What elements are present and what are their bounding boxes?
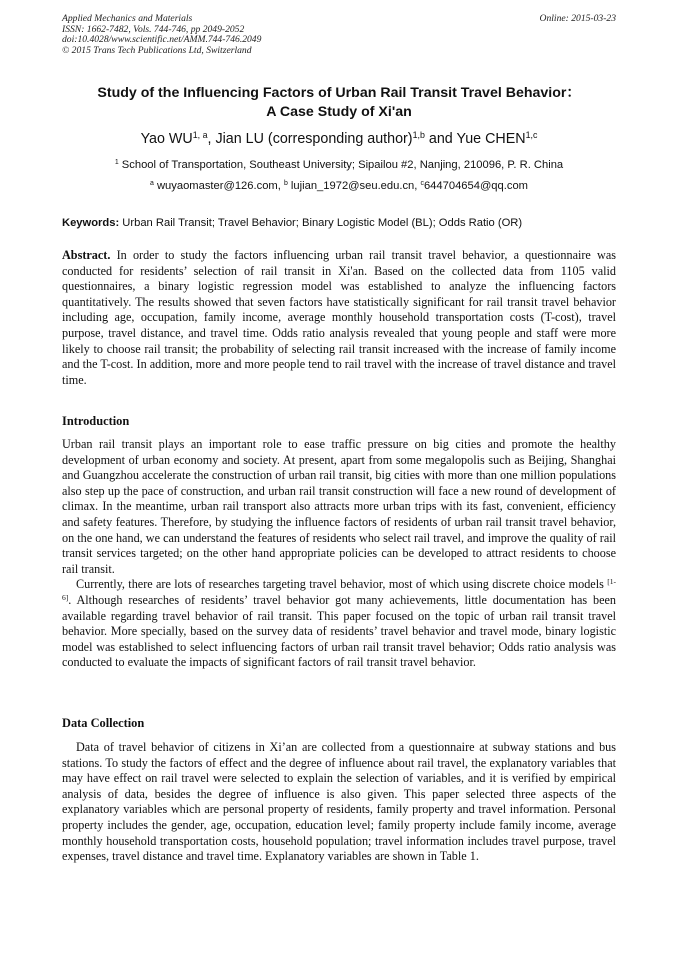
author-affiliation-mark: 1,c xyxy=(525,130,538,141)
author-list xyxy=(62,130,616,148)
author-emails xyxy=(62,179,616,193)
author-separator: , xyxy=(207,131,216,147)
keywords-text: Urban Rail Transit; Travel Behavior; Binary Logistic Model (BL); Odds Ratio (OR) xyxy=(119,217,523,229)
email-link: lujian_1972@seu.edu.cn, xyxy=(287,180,421,192)
journal-name: Applied Mechanics and Materials xyxy=(62,13,193,24)
doi-line: doi:10.4028/www.scientific.net/AMM.744-746.2049 xyxy=(62,34,262,46)
paragraph-text: Currently, there are lots of researches targeting travel behavior, most of which using discrete choice models xyxy=(76,577,608,592)
section-heading-introduction: Introduction xyxy=(62,414,130,428)
citation-ref: [1-6] xyxy=(62,577,616,602)
email-link: 644704654@qq.com xyxy=(423,180,528,192)
email-mark: b xyxy=(283,180,288,188)
author-name: Yue CHEN xyxy=(456,131,526,147)
title-line-1: Study of the Influencing Factors of Urban Rail Transit Travel Behavior： xyxy=(97,85,581,101)
issn-line: ISSN: 1662-7482, Vols. 744-746, pp 2049-2052 xyxy=(62,23,245,35)
copyright-line: © 2015 Trans Tech Publications Ltd, Switzerland xyxy=(62,44,252,56)
email-mark: a xyxy=(149,180,154,188)
author-name: Yao WU xyxy=(140,131,193,147)
data-collection-paragraph: Data of travel behavior of citizens in Xi’an are collected from a questionnaire at subway stations and bus stations. To study the factors of effect and the degree of influence about rail travel, the explanatory variables that may have effect on rail travel were selected to explain the selection of variables, and it is verified by empirical analysis of data, besides the degree of influence is also given. This paper selected three aspects of the explanatory variables which are personal property of residents, family property and travel information. Personal property includes the gender, age, occupation, education level; family property include family income, average monthly household transportation costs, household population; travel information includes travel purpose, travel expenses, travel distance and travel time. Explanatory variables are shown in Table 1. xyxy=(62,740,616,864)
paper-title xyxy=(62,84,616,122)
affiliation-mark: 1 xyxy=(114,159,119,167)
introduction-paragraph-2 xyxy=(62,577,616,671)
affiliation-text: School of Transportation, Southeast University; Sipailou #2, Nanjing, 210096, P. R. China xyxy=(118,159,564,171)
email-link: wuyaomaster@126.com, xyxy=(153,180,284,192)
section-heading-data-collection: Data Collection xyxy=(62,716,145,730)
author-affiliation-mark: 1, a xyxy=(192,130,208,141)
author-separator: and xyxy=(424,131,457,147)
abstract-paragraph xyxy=(62,248,616,388)
paragraph-text: . Although researches of residents’ travel behavior got many achievements, little documentation has been available regarding travel behavior of rail transit. This paper focused on the topic of urban rail transit travel behavior. More specially, based on the survey data of residents’ travel behavior and travel mode, binary logistic model was established to select influencing factors of urban rail transit travel behavior; Odds ratio analysis was conducted to evaluate the impacts of significant factors of rail transit travel behavior. xyxy=(62,592,616,670)
introduction-section xyxy=(62,437,616,671)
affiliation xyxy=(62,158,616,172)
abstract-label: Abstract. xyxy=(62,248,111,262)
email-mark: c xyxy=(420,180,424,188)
title-line-2: A Case Study of Xi'an xyxy=(266,104,412,120)
author-affiliation-mark: 1,b xyxy=(412,130,425,141)
keywords-line xyxy=(62,216,616,230)
abstract xyxy=(62,248,616,388)
journal-header xyxy=(62,14,616,56)
data-collection-section xyxy=(62,740,616,865)
online-date: Online: 2015-03-23 xyxy=(539,13,616,24)
introduction-paragraph-1: Urban rail transit plays an important role to ease traffic pressure on big cities and promote the healthy development of urban economy and society. At present, apart from some megalopolis such as Beijing, Shanghai and Guangzhou accelerate the construction of urban rail transit, big cities with more than one million populations also step up the pace of construction, and urban rail transit construction will face a new round of development of climax. In the meantime, urban rail transport also attracts more urban trips with its fast, convenient, efficiency and safety features. Therefore, by studying the influence factors of residents of urban rail transit travel behavior, on the one hand, we can understand the features of residents who select rail travel, and improve the quality of rail transit services targeted; on the other hand appropriate policies can be developed to attract residents to choose rail transit. xyxy=(62,437,616,576)
abstract-text: In order to study the factors influencing urban rail transit travel behavior, a questionnaire was conducted for residents’ selection of rail transit in Xi'an. Based on the collected data from 1105 valid questionnaires, a binary logistic regression model was established to analyze the influencing factors quantitatively. The results showed that seven factors have statistically significant for rail transit travel behavior including age, occupation, family income, average monthly household transportation costs (T-cost), travel purpose, travel distance, and travel time. Odds ratio analysis revealed that young people and staff were more likely to choose rail transit; the probability of selecting rail transit increased with the increase of family income and the T-cost. In addition, more and more people tend to rail travel with the increase of travel distance and travel time. xyxy=(62,248,616,387)
author-name: Jian LU (corresponding author) xyxy=(215,131,413,147)
keywords-label: Keywords: xyxy=(62,217,120,229)
